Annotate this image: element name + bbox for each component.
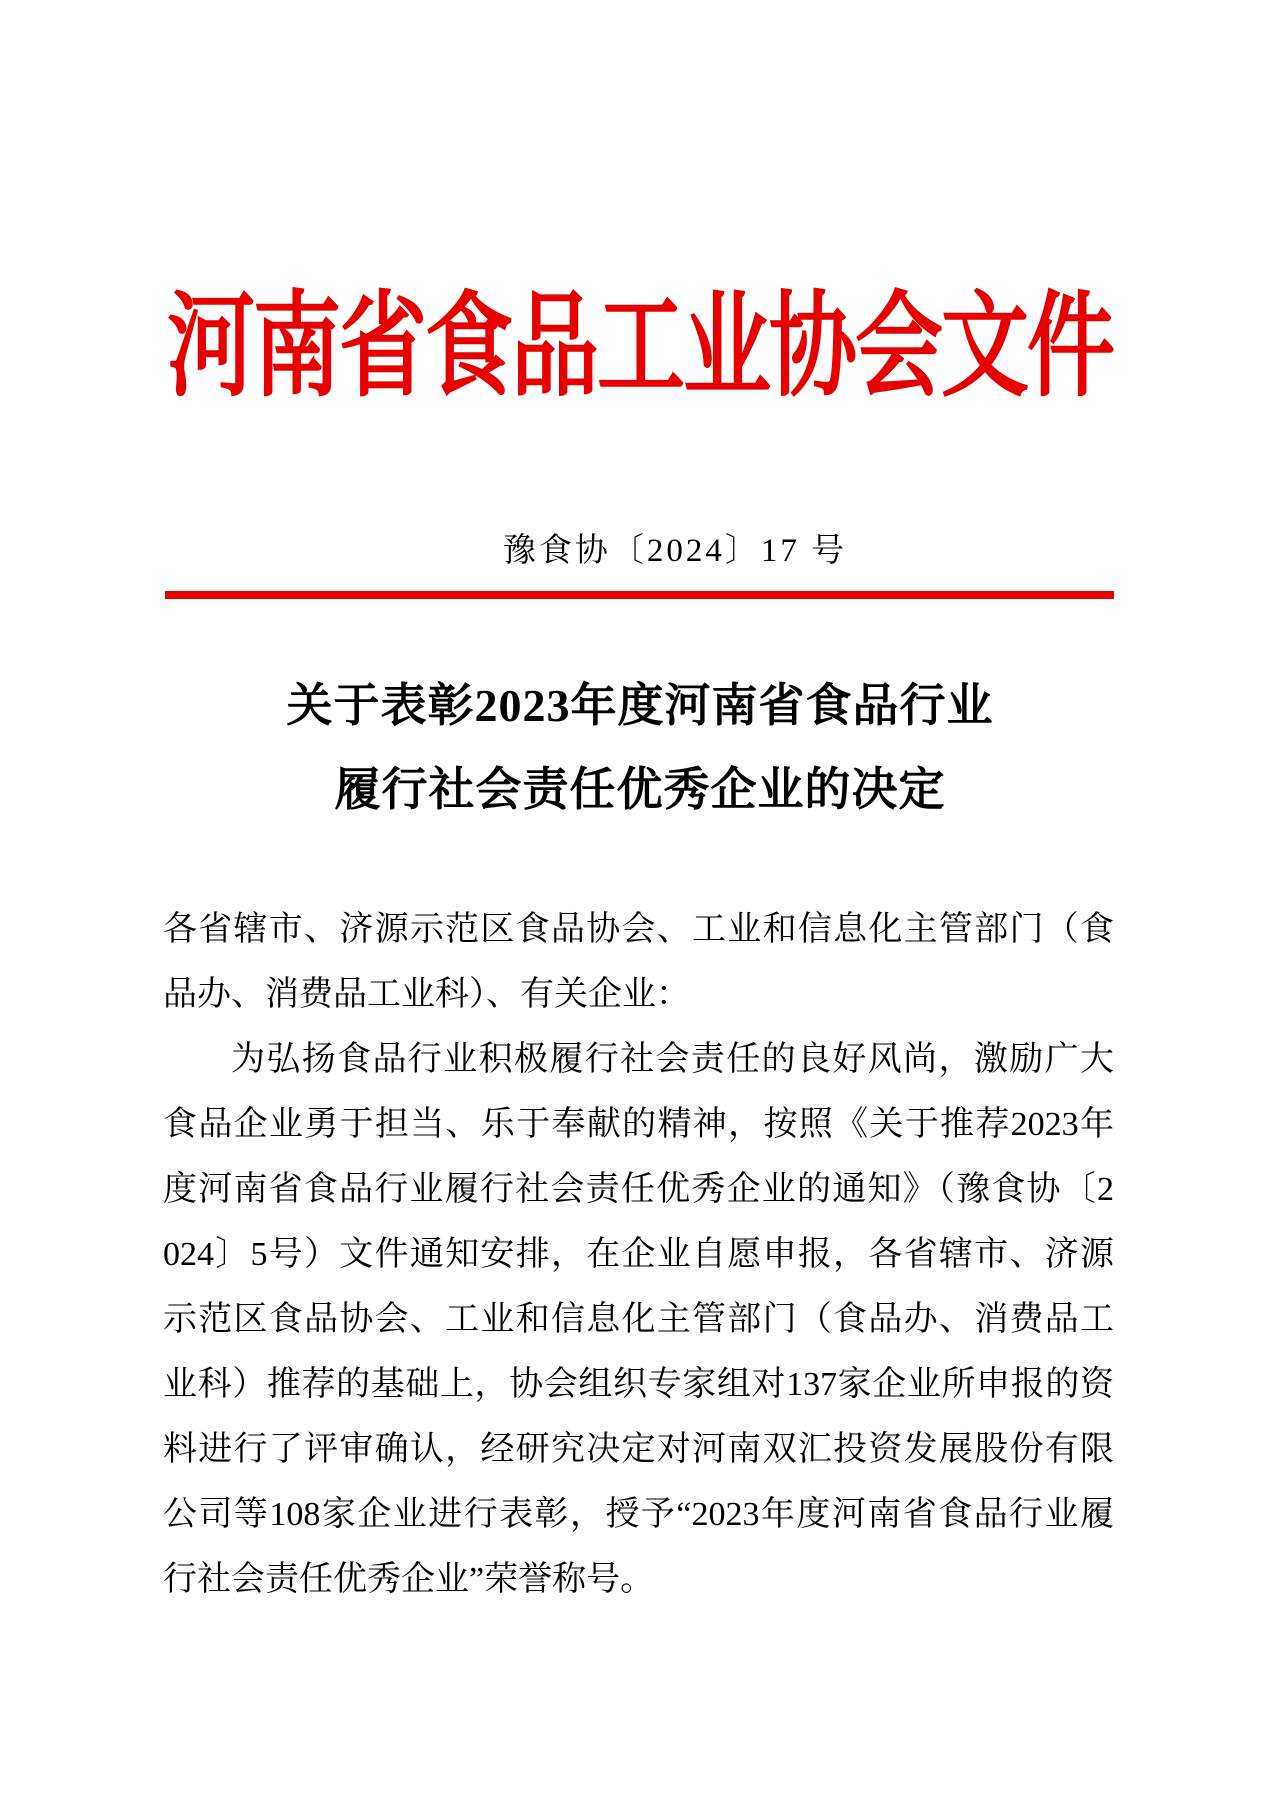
body-line-4: 食品企业勇于担当、乐于奉献的精神，按照《关于推荐2023年 bbox=[163, 1106, 1114, 1143]
body-line-8: 业科）推荐的基础上，协会组织专家组对137家企业所申报的资 bbox=[163, 1366, 1114, 1403]
document-title-line-1: 关于表彰2023年度河南省食品行业 bbox=[286, 680, 994, 731]
body-line-10: 公司等108家企业进行表彰，授予“2023年度河南省食品行业履 bbox=[163, 1496, 1114, 1533]
body-line-9: 料进行了评审确认，经研究决定对河南双汇投资发展股份有限 bbox=[163, 1431, 1114, 1468]
body-line-1: 各省辖市、济源示范区食品协会、工业和信息化主管部门（食 bbox=[163, 911, 1114, 948]
red-separator-line bbox=[165, 591, 1114, 599]
body-line-5: 度河南省食品行业履行社会责任优秀企业的通知》（豫食协〔2 bbox=[163, 1171, 1114, 1208]
body-line-11: 行社会责任优秀企业”荣誉称号。 bbox=[163, 1561, 655, 1598]
body-line-3: 为弘扬食品行业积极履行社会责任的良好风尚，激励广大 bbox=[231, 1041, 1114, 1078]
body-line-7: 示范区食品协会、工业和信息化主管部门（食品办、消费品工 bbox=[163, 1301, 1114, 1338]
body-line-2: 品办、消费品工业科）、有关企业： bbox=[163, 976, 690, 1013]
document-title bbox=[165, 664, 1115, 832]
org-header bbox=[165, 285, 1115, 412]
document-body bbox=[163, 897, 1114, 1612]
body-line-6: 024〕5号）文件通知安排，在企业自愿申报，各省辖市、济源 bbox=[163, 1236, 1114, 1273]
doc-number: 豫食协〔2024〕17 号 bbox=[502, 533, 848, 569]
document-title-line-2: 履行社会责任优秀企业的决定 bbox=[334, 764, 946, 815]
org-header-text: 河南省食品工业协会文件 bbox=[166, 285, 1113, 412]
